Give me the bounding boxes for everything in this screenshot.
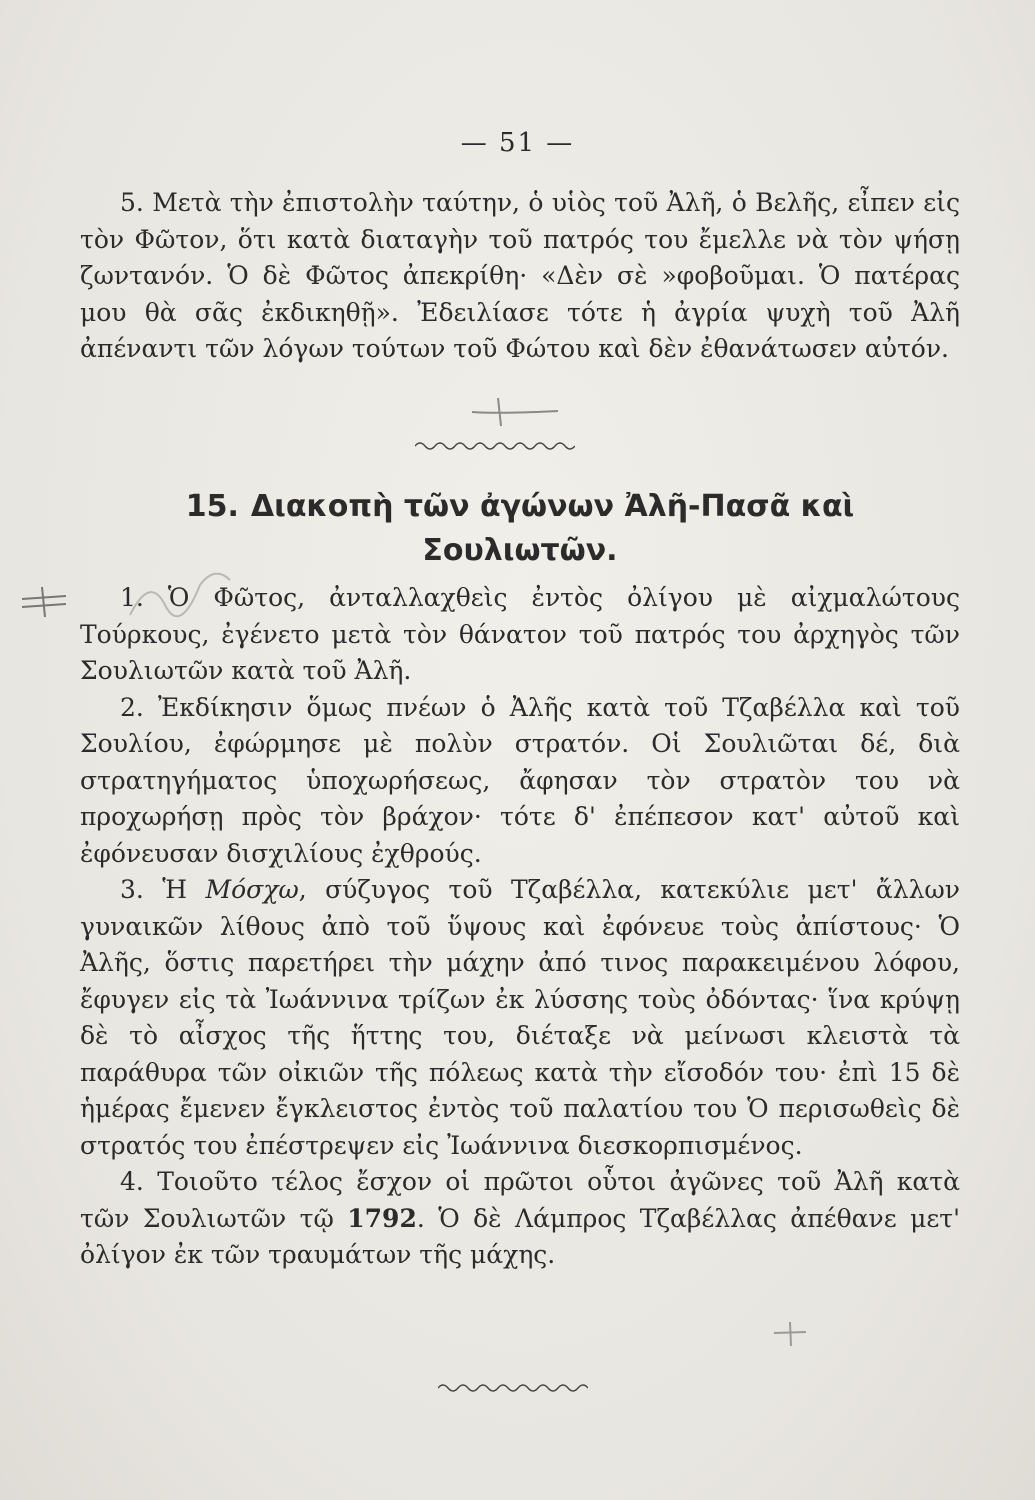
paragraph-3-rest: , σύζυγος τοῦ Τζαβέλλα, κατεκύλιε μετ' ἄλλων γυναικῶν λίθους ἀπὸ τοῦ ὕψους καὶ ἐφόνευε τοὺς ἀπίστους· Ὁ Ἀλῆς, ὅστις παρετήρει τὴν μάχην ἀπό τινος παρακειμένου λόφου, ἔφυγεν εἰς τὰ Ἰωάννινα τρίζων ἐκ λύσσης τοὺς ὀδόντας· ἵνα κρύψῃ δὲ τὸ αἶσχος τῆς ἥττης του, διέταξε νὰ μείνωσι κλειστὰ τὰ παράθυρα τῶν οἰκιῶν τῆς πόλεως κατὰ τὴν εἴσοδόν του· ἐπὶ 15 δὲ ἡμέρας ἔμενεν ἔγκλειστος ἐντὸς τοῦ παλατίου του Ὁ περισωθεὶς δὲ στρατός του ἐπέστρεψεν εἰς Ἰωάννινα διεσκορπισμένος. bbox=[80, 875, 960, 1160]
chapter-title: Διακοπὴ τῶν ἀγώνων Ἀλῆ-Πασᾶ καὶ Σουλιωτῶν. bbox=[250, 489, 855, 568]
name-moscho: Μόσχω bbox=[205, 875, 299, 904]
continued-section bbox=[80, 185, 960, 368]
chapter-number: 15. bbox=[185, 489, 239, 524]
paragraph-4-start: 4. Τοιοῦτο τέλος ἔσχον οἱ πρῶτοι οὗτοι ἀγῶνες τοῦ Ἀλῆ κατὰ τῶν Σουλιωτῶν τῷ bbox=[80, 1167, 960, 1233]
paragraph-4 bbox=[80, 1164, 960, 1274]
pencil-hash-mark-icon bbox=[20, 585, 68, 619]
paragraph-5: 5. Μετὰ τὴν ἐπιστολὴν ταύτην, ὁ υἱὸς τοῦ Ἀλῆ, ὁ Βελῆς, εἶπεν εἰς τὸν Φῶτον, ὅτι κατὰ διαταγὴν τοῦ πατρός του ἔμελλε νὰ τὸν ψήσῃ ζωντανόν. Ὁ δὲ Φῶτος ἀπεκρίθη· «Δὲν σὲ »φοβοῦμαι. Ὁ πατέρας μου θὰ σᾶς ἐκδικηθῇ». Ἐδειλίασε τότε ἡ ἀγρία ψυχὴ τοῦ Ἀλῆ ἀπέναντι τῶν λόγων τούτων τοῦ Φώτου καὶ δὲν ἐθανάτωσεν αὐτόν. bbox=[80, 188, 960, 363]
paragraph-3 bbox=[80, 872, 960, 1164]
paragraph-3-start: 3. Ἡ bbox=[120, 875, 188, 904]
paragraph-2: 2. Ἐκδίκησιν ὅμως πνέων ὁ Ἀλῆς κατὰ τοῦ Τζαβέλλα καὶ τοῦ Σουλίου, ἐφώρμησε μὲ πολὺν στρατόν. Οἱ Σουλιῶται δέ, διὰ στρατηγήματος ὑποχωρήσεως, ἄφησαν τὸν στρατὸν του νὰ προχωρήσῃ πρὸς τὸν βράχον· τότε δ' ἐπέπεσον κατ' αὐτοῦ καὶ ἐφόνευσαν δισχιλίους ἐχθρούς. bbox=[80, 692, 960, 868]
pencil-cross-mark-icon bbox=[770, 1318, 810, 1348]
paragraph-4-rest: . Ὁ δὲ Λάμπρος Τζαβέλλας ἀπέθανε μετ' ὀλίγον ἐκ τῶν τραυμάτων τῆς μάχης. bbox=[80, 1203, 960, 1269]
wavy-divider-icon bbox=[415, 440, 575, 450]
wavy-divider-icon bbox=[438, 1382, 588, 1392]
page-number: — 51 — bbox=[460, 128, 575, 158]
year-1792: 1792 bbox=[347, 1203, 417, 1233]
pencil-cross-mark-icon bbox=[470, 390, 560, 430]
paragraph-1: 1. Ὁ Φῶτος, ἀνταλλαχθεὶς ἐντὸς ὀλίγου μὲ αἰχμαλώτους Τούρκους, ἐγένετο μετὰ τὸν θάνατον τοῦ πατρός του ἀρχηγὸς τῶν Σουλιωτῶν κατὰ τοῦ Ἀλῆ. bbox=[80, 583, 960, 685]
chapter-body bbox=[80, 580, 960, 1274]
